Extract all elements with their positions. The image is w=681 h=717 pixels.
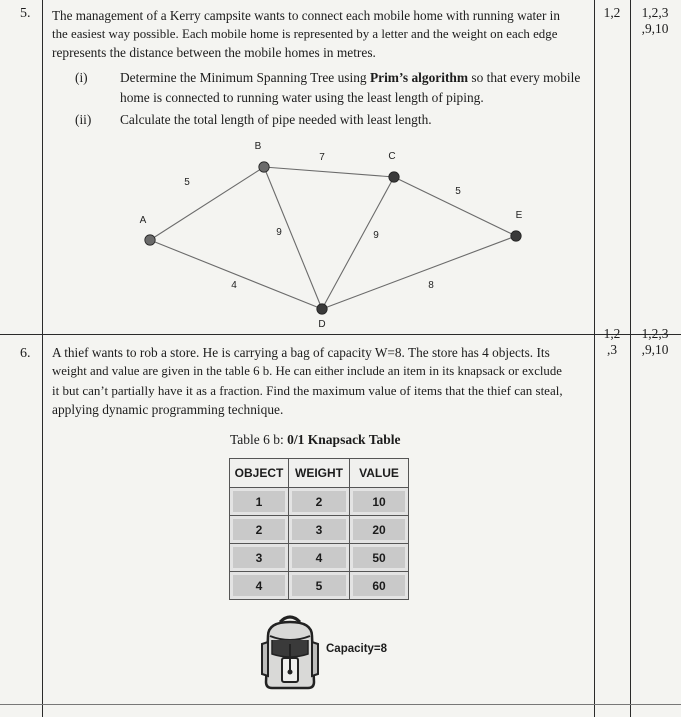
bottom-border (0, 704, 681, 705)
q6-co (632, 326, 678, 358)
table-cell: 5 (289, 572, 350, 600)
knapsack-table (229, 458, 409, 600)
edge-weight-B-D: 9 (276, 227, 282, 238)
node-label-A: A (139, 215, 147, 226)
q5-part-i-label: (i) (75, 70, 88, 85)
table-cell: 1 (230, 488, 289, 516)
q5-number: 5. (20, 6, 31, 21)
edge-weight-B-C: 7 (319, 152, 325, 163)
table-row (230, 488, 409, 516)
table-cell: 4 (230, 572, 289, 600)
q6-text (52, 343, 592, 419)
table-caption-title: 0/1 Knapsack Table (287, 432, 401, 447)
node-B (259, 162, 269, 172)
campsite-graph (0, 0, 590, 334)
edge-A-B (150, 167, 264, 240)
q6-line-4: applying dynamic programming technique. (52, 402, 284, 417)
node-label-E: E (515, 210, 523, 221)
node-label-C: C (388, 151, 396, 162)
edge-B-D (264, 167, 322, 309)
node-E (511, 231, 521, 241)
edge-weight-C-E: 5 (455, 186, 461, 197)
node-label-D: D (318, 319, 326, 330)
table-row (230, 544, 409, 572)
q5-part-i-line2: home is connected to running water using the least length of piping. (120, 90, 484, 105)
edge-D-E (322, 236, 516, 309)
table-cell: 60 (350, 572, 409, 600)
q5-co (632, 5, 678, 37)
q6-marks-line1: 1,2 (603, 326, 621, 341)
q5-part-ii-text: Calculate the total length of pipe needed with least length. (120, 112, 432, 127)
q5-marks (596, 5, 628, 21)
node-D (317, 304, 327, 314)
edge-weight-A-B: 5 (184, 177, 190, 188)
q6-line-2: weight and value are given in the table 6 b. He can either include an item in its knapsack or exclude (52, 364, 562, 378)
edge-weight-C-D: 9 (373, 230, 379, 241)
table-caption-prefix: Table 6 b: (230, 432, 284, 447)
q6-co-line1: 1,2,3 (641, 326, 669, 341)
q6-number: 6. (20, 346, 31, 361)
q6-co-line2: ,9,10 (641, 342, 669, 357)
edge-A-D (150, 240, 322, 309)
table-row (230, 572, 409, 600)
q5-marks-line1: 1,2 (603, 5, 621, 20)
table-cell: 2 (289, 488, 350, 516)
table-row (230, 516, 409, 544)
table-cell: 3 (289, 516, 350, 544)
table-header: OBJECT (230, 459, 289, 488)
q5-line-1: The management of a Kerry campsite wants to connect each mobile home with running water in (52, 8, 560, 23)
backpack-icon (258, 614, 322, 690)
row-divider (0, 334, 681, 335)
edge-weight-D-E: 8 (428, 280, 434, 291)
q6-marks (596, 326, 628, 358)
node-A (145, 235, 155, 245)
q6-marks-line2: ,3 (606, 342, 618, 357)
edge-B-C (264, 167, 394, 177)
table-header: WEIGHT (289, 459, 350, 488)
q5-part-i-pre: Determine the Minimum Spanning Tree using (120, 70, 370, 85)
q6-line-3: it but can’t partially have it as a fraction. Find the maximum value of items that the thief can steal, (52, 383, 563, 398)
q5-part-i-bold: Prim’s algorithm (369, 70, 469, 85)
q5-line-2: the easiest way possible. Each mobile home is represented by a letter and the weight on each edge (52, 27, 558, 41)
q5-co-line2: ,9,10 (641, 21, 669, 36)
node-label-B: B (254, 141, 262, 152)
table-cell: 3 (230, 544, 289, 572)
marks-column-border (594, 0, 595, 717)
table-cell: 4 (289, 544, 350, 572)
q5-part-ii-label: (ii) (75, 112, 92, 127)
capacity-label: Capacity=8 (326, 643, 388, 655)
node-C (389, 172, 399, 182)
table-header-row (230, 459, 409, 488)
table-cell: 20 (350, 516, 409, 544)
q6-line-1: A thief wants to rob a store. He is carrying a bag of capacity W=8. The store has 4 objects. Its (52, 345, 550, 360)
table-cell: 10 (350, 488, 409, 516)
co-column-border (630, 0, 631, 717)
table-cell: 50 (350, 544, 409, 572)
edge-weight-A-D: 4 (231, 280, 237, 291)
table-header: VALUE (350, 459, 409, 488)
q5-co-line1: 1,2,3 (641, 5, 669, 20)
q5-part-i-post: so that every mobile (468, 70, 581, 85)
q5-line-3: represents the distance between the mobile homes in metres. (52, 45, 376, 60)
table-cell: 2 (230, 516, 289, 544)
graph-nodes (140, 141, 523, 330)
table-caption (230, 432, 400, 448)
edge-C-D (322, 177, 394, 309)
graph-edges (150, 167, 516, 309)
